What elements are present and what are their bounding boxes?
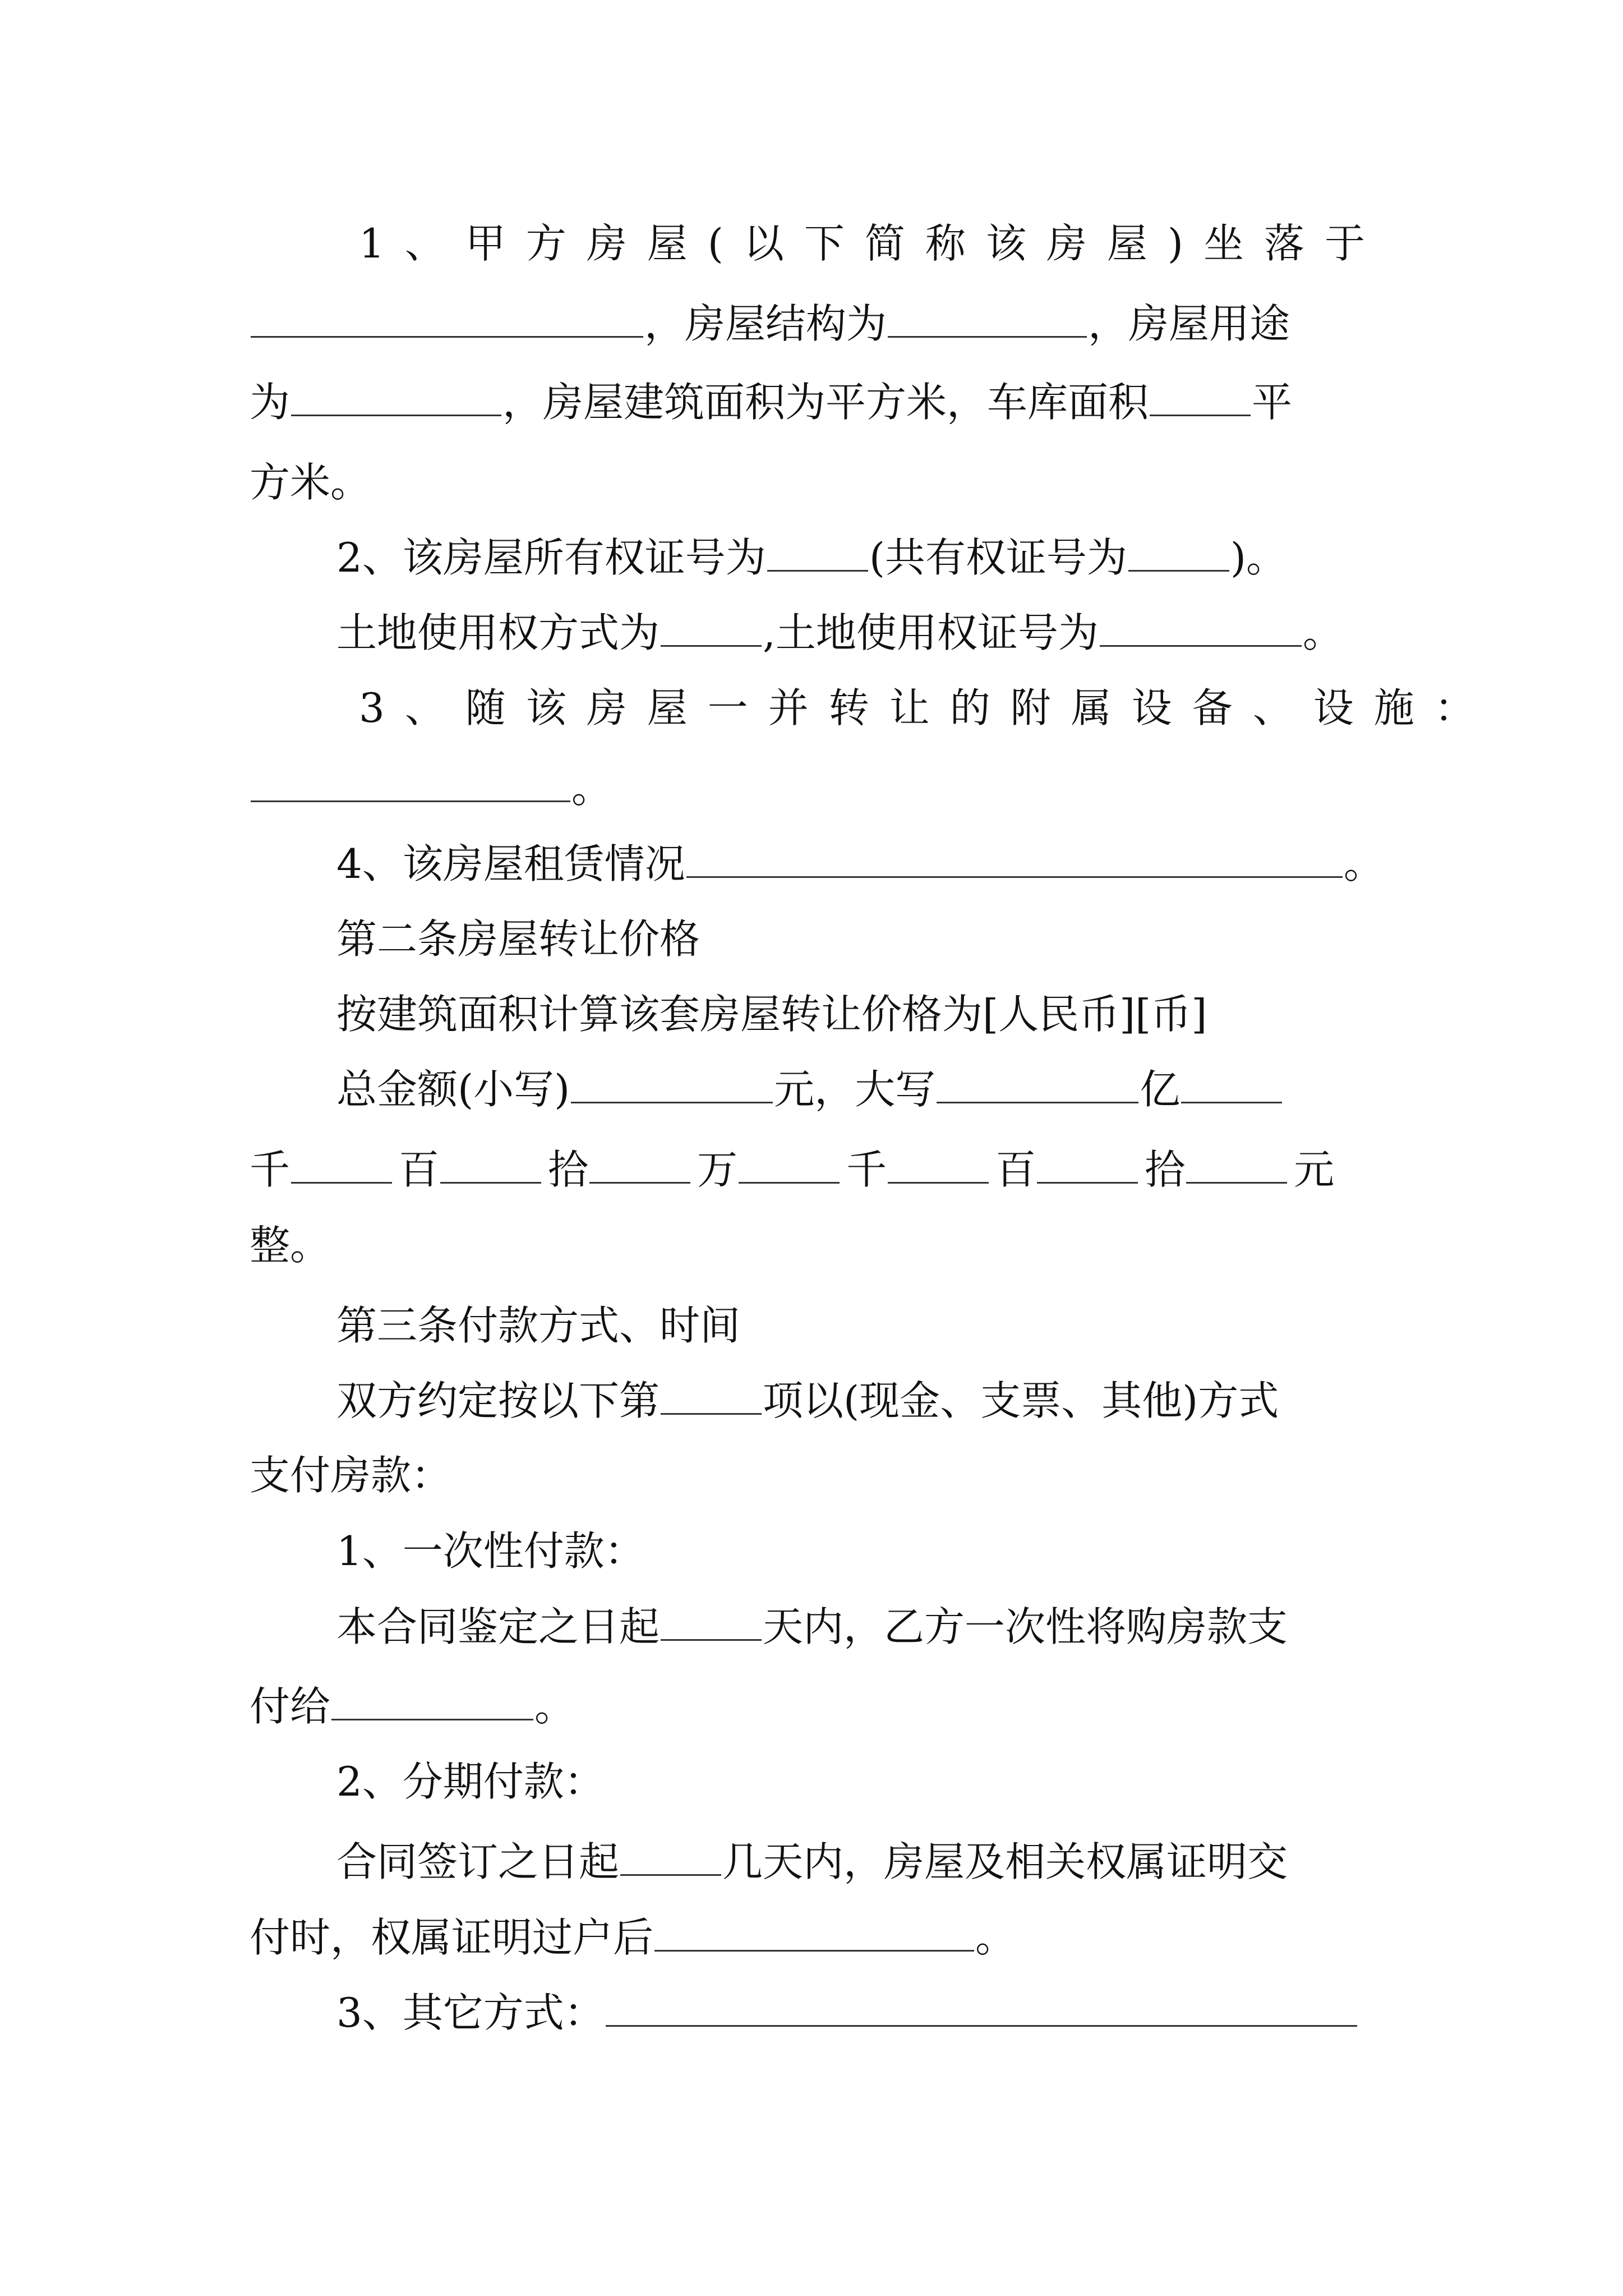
lump-sum-days-blank[interactable] bbox=[661, 1603, 762, 1641]
pay2-line2 bbox=[250, 1910, 1016, 1966]
article3-line2 bbox=[250, 1447, 451, 1503]
item1-line2 bbox=[250, 296, 1290, 352]
payee-blank[interactable] bbox=[331, 1683, 533, 1720]
item1-line4 bbox=[250, 454, 371, 510]
unit-yi: 亿 bbox=[1140, 1066, 1181, 1113]
area-label: ，房屋建筑面积为平方米，车库面积 bbox=[502, 379, 1149, 426]
yi-blank[interactable] bbox=[1181, 1066, 1282, 1103]
installment-days-label: 合同签订之日起 bbox=[336, 1838, 620, 1885]
lump-sum-text: 天内，乙方一次性将购房款支 bbox=[763, 1603, 1288, 1650]
usage-label-cont: 为 bbox=[250, 379, 291, 426]
item2-line1 bbox=[336, 530, 1287, 586]
installment-days-blank[interactable] bbox=[620, 1838, 721, 1876]
lump-sum-heading: 1、一次性付款： bbox=[336, 1527, 645, 1575]
garage-area-blank[interactable] bbox=[1150, 379, 1251, 416]
shi-2-blank[interactable] bbox=[1186, 1146, 1287, 1184]
location-blank[interactable] bbox=[251, 300, 643, 338]
payment-method-label: 项以(现金、支票、其他)方式 bbox=[763, 1377, 1279, 1424]
bai-2-blank[interactable] bbox=[1037, 1146, 1138, 1184]
total-end: 整。 bbox=[250, 1222, 331, 1269]
land-use-method-label: 土地使用权方式为 bbox=[336, 609, 660, 656]
lease-end: 。 bbox=[1343, 840, 1384, 887]
payment-option-label: 双方约定按以下第 bbox=[336, 1377, 660, 1424]
pay1-line1 bbox=[336, 1599, 1288, 1655]
transfer-end: 。 bbox=[975, 1914, 1016, 1961]
wan-blank[interactable] bbox=[739, 1146, 840, 1184]
shi-blank[interactable] bbox=[589, 1146, 690, 1184]
structure-blank[interactable] bbox=[888, 300, 1087, 338]
item1-line3 bbox=[250, 374, 1292, 430]
other-method-blank[interactable] bbox=[606, 1989, 1357, 2027]
article3-line1 bbox=[336, 1373, 1279, 1429]
unit-bai: 百 bbox=[399, 1146, 440, 1193]
article3-heading: 第三条付款方式、时间 bbox=[336, 1302, 741, 1349]
area-unit: 平 bbox=[1252, 379, 1293, 426]
land-cert-blank[interactable] bbox=[1100, 609, 1302, 647]
pay1-line2 bbox=[250, 1678, 575, 1734]
qian-blank[interactable] bbox=[291, 1146, 392, 1184]
total-line2 bbox=[250, 1142, 1334, 1198]
co-ownership-label: (共有权证号为 bbox=[869, 534, 1127, 581]
ownership-cert-label: 2、该房屋所有权证号为 bbox=[336, 534, 766, 581]
payee-label: 付给 bbox=[250, 1683, 331, 1730]
payment-option-blank[interactable] bbox=[661, 1377, 762, 1415]
total-lower-blank[interactable] bbox=[571, 1066, 773, 1103]
price-text: 按建筑面积计算该套房屋转让价格为[人民币][币] bbox=[336, 991, 1207, 1038]
item3-line1 bbox=[359, 680, 1495, 736]
pay3-line bbox=[336, 1985, 1358, 2041]
qian-2-blank[interactable] bbox=[888, 1146, 989, 1184]
article2-text bbox=[336, 986, 1207, 1042]
co-ownership-blank[interactable] bbox=[1128, 534, 1229, 572]
installment-heading: 2、分期付款： bbox=[336, 1758, 605, 1805]
lease-blank[interactable] bbox=[686, 840, 1343, 878]
unit-shi-2: 拾 bbox=[1145, 1146, 1186, 1193]
land-cert-label: ,土地使用权证号为 bbox=[763, 609, 1099, 656]
co-ownership-close: )。 bbox=[1230, 534, 1287, 581]
fixtures-label: 3、随该房屋一并转让的附属设备、设施： bbox=[359, 684, 1495, 731]
fixtures-end: 。 bbox=[571, 765, 612, 812]
unit-wan: 万 bbox=[697, 1146, 738, 1193]
item2-line2 bbox=[336, 605, 1343, 661]
ownership-cert-blank[interactable] bbox=[767, 534, 868, 572]
article2-heading: 第二条房屋转让价格 bbox=[336, 915, 700, 963]
lump-sum-days-label: 本合同鉴定之日起 bbox=[336, 1603, 660, 1650]
unit-qian-2: 千 bbox=[846, 1146, 887, 1193]
unit-yuan: 元 bbox=[1294, 1146, 1335, 1193]
unit-bai-2: 百 bbox=[995, 1146, 1036, 1193]
other-method-label: 3、其它方式： bbox=[336, 1989, 605, 2036]
land-use-method-blank[interactable] bbox=[661, 609, 762, 647]
land-cert-end: 。 bbox=[1302, 609, 1343, 656]
pay1-title bbox=[336, 1523, 645, 1579]
total-upper-blank[interactable] bbox=[937, 1066, 1138, 1103]
pay2-line1 bbox=[336, 1834, 1288, 1890]
transfer-blank[interactable] bbox=[654, 1914, 974, 1952]
transfer-label: 付时，权属证明过户后 bbox=[250, 1914, 654, 1961]
payee-end: 。 bbox=[534, 1683, 575, 1730]
item1-text: 1、甲方房屋(以下简称该房屋)坐落于 bbox=[359, 220, 1385, 267]
payment-method-cont: 支付房款： bbox=[250, 1452, 452, 1499]
total-line1 bbox=[336, 1061, 1283, 1117]
total-upper-label: 元，大写 bbox=[774, 1066, 936, 1113]
pay2-title bbox=[336, 1754, 605, 1810]
installment-text: 几天内，房屋及相关权属证明交 bbox=[722, 1838, 1288, 1885]
structure-label: ，房屋结构为 bbox=[644, 300, 887, 347]
fixtures-blank[interactable] bbox=[251, 765, 570, 802]
unit-qian: 千 bbox=[250, 1146, 291, 1193]
article3-title bbox=[336, 1297, 740, 1354]
usage-label: ，房屋用途 bbox=[1088, 300, 1290, 347]
item3-line2 bbox=[250, 760, 612, 816]
area-unit-cont: 方米。 bbox=[250, 459, 371, 506]
item1-line1 bbox=[359, 215, 1385, 272]
lease-label: 4、该房屋租赁情况 bbox=[336, 840, 685, 887]
bai-blank[interactable] bbox=[440, 1146, 541, 1184]
unit-shi: 拾 bbox=[548, 1146, 589, 1193]
usage-blank[interactable] bbox=[291, 379, 501, 416]
total-line3 bbox=[250, 1217, 330, 1273]
total-lower-label: 总金额(小写) bbox=[336, 1066, 570, 1113]
item4-line bbox=[336, 836, 1384, 892]
article2-title bbox=[336, 911, 700, 967]
